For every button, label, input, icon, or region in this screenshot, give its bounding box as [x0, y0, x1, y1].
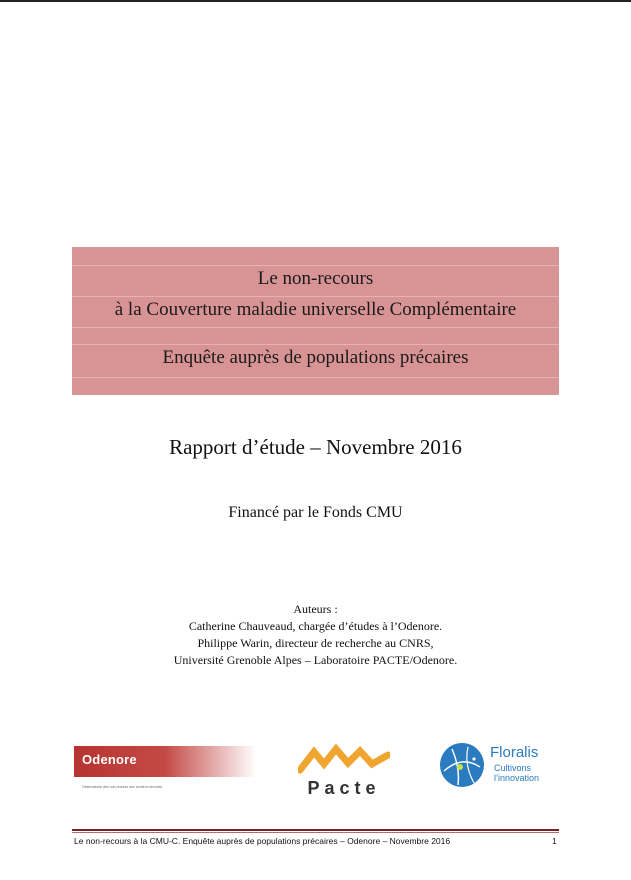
author-line: Catherine Chauveaud, chargée d’études à l’Odenore. [188, 619, 443, 633]
footer-rule-thin [72, 832, 559, 833]
floralis-tagline-1: Cultivons [494, 763, 532, 773]
floralis-logo [438, 741, 548, 791]
title-line-1: Le non-recours [257, 268, 374, 289]
title-line-2: à la Couverture maladie universelle Complémentaire [114, 299, 517, 320]
subtitle: Enquête auprès de populations précaires [162, 347, 469, 368]
footer-text: Le non-recours à la CMU-C. Enquête auprès de populations précaires – Odenore – Novembre 2016 [74, 836, 451, 846]
pacte-logo-name: Pacte [307, 778, 381, 798]
odenore-logo-name: Odenore [82, 752, 137, 767]
banner-rule [72, 377, 559, 378]
odenore-logo-tagline: Observatoire des non-recours aux droits et services [82, 785, 163, 789]
title-banner [72, 247, 559, 395]
authors-block [0, 601, 631, 669]
odenore-logo [74, 746, 256, 798]
author-line: Philippe Warin, directeur de recherche au CNRS, [197, 636, 434, 650]
floralis-tagline-2: l’innovation [494, 773, 540, 783]
banner-rule [72, 265, 559, 266]
top-border-line [0, 0, 631, 2]
funding-line: Financé par le Fonds CMU [228, 504, 403, 521]
pacte-mountains-icon [298, 744, 390, 778]
author-line: Université Grenoble Alpes – Laboratoire PACTE/Odenore. [173, 653, 458, 667]
page-number: 1 [552, 836, 557, 846]
floralis-logo-tagline [494, 763, 539, 783]
floralis-globe-icon [438, 741, 486, 789]
footer-rule [72, 829, 559, 831]
floralis-logo-name: Floralis [490, 744, 539, 761]
report-date-line: Rapport d’étude – Novembre 2016 [169, 435, 462, 459]
authors-heading: Auteurs : [293, 602, 338, 616]
pacte-logo [298, 744, 390, 800]
banner-rule [72, 344, 559, 345]
banner-rule [72, 327, 559, 328]
banner-rule [72, 296, 559, 297]
